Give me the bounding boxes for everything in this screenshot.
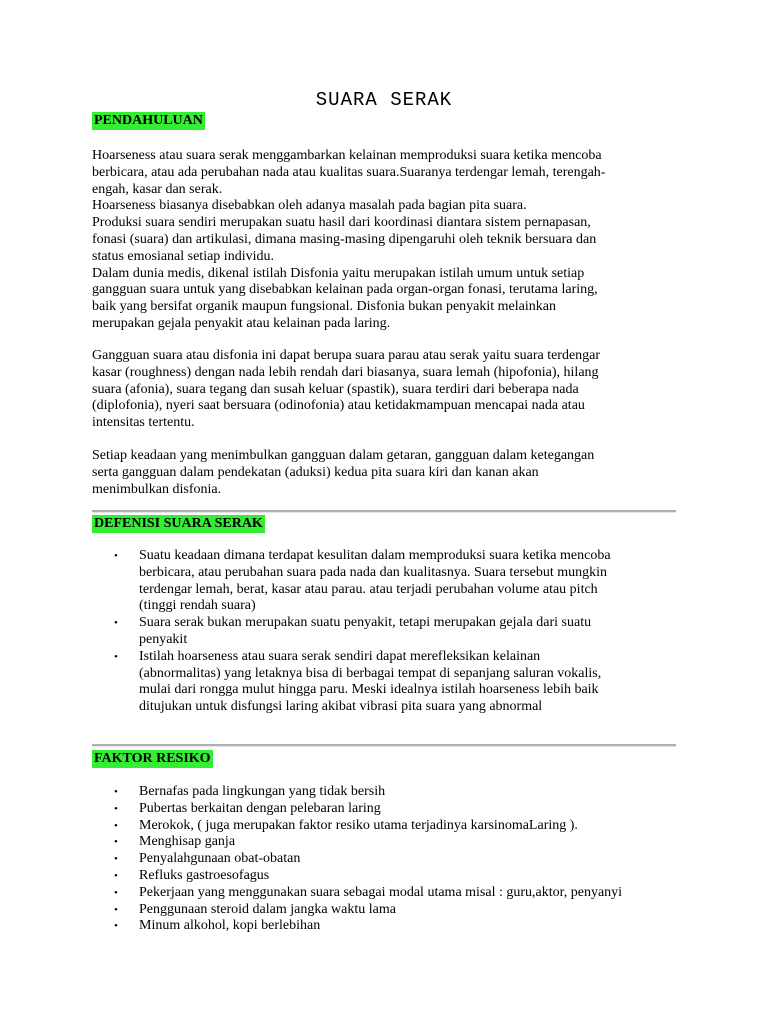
bullet-icon: • (114, 920, 118, 933)
list-line: (abnormalitas) yang letaknya bisa di berbagai tempat di sepanjang saluran vokalis, (139, 665, 602, 681)
paragraph-line: Hoarseness atau suara serak menggambarkan kelainan memproduksi suara ketika mencoba (92, 148, 602, 163)
list-line: (tinggi rendah suara) (139, 598, 256, 614)
list-line: terdengar lemah, berat, kasar atau parau. atau terjadi perubahan volume atau pitch (139, 581, 598, 597)
paragraph-line: fonasi (suara) dan artikulasi, dimana masing-masing dipengaruhi oleh teknik bersuara dan (92, 231, 597, 247)
list-item (92, 818, 692, 835)
list-line: penyakit (139, 631, 188, 647)
paragraph-line: menimbulkan disfonia. (92, 481, 222, 497)
list-text: Merokok, ( juga merupakan faktor resiko utama terjadinya karsinomaLaring ). (139, 817, 578, 833)
heading-pendahuluan: PENDAHULUAN (94, 113, 203, 128)
horizontal-rule (92, 744, 676, 747)
list-item (92, 784, 692, 801)
heading-faktor: FAKTOR RESIKO (94, 751, 211, 766)
list-text: Minum alkohol, kopi berlebihan (139, 918, 321, 934)
bullet-icon: • (114, 650, 118, 663)
paragraph-line: Dalam dunia medis, dikenal istilah Disfonia yaitu merupakan istilah umum untuk setiap (92, 265, 585, 281)
paragraph-gangguan (92, 348, 692, 432)
bullet-icon: • (114, 802, 118, 815)
paragraph-line: Hoarseness biasanya disebabkan oleh adanya masalah pada bagian pita suara. (92, 198, 527, 214)
list-line: berbicara, atau perubahan suara pada nada dan kualitasnya. Suara tersebut mungkin (139, 564, 608, 580)
paragraph-line: Gangguan suara atau disfonia ini dapat berupa suara parau atau serak yaitu suara terdengar (92, 348, 601, 363)
list-item (92, 868, 692, 885)
paragraph-line: status emosianal setiap individu. (92, 248, 274, 264)
paragraph-line: baik yang bersifat organik maupun fungsional. Disfonia bukan penyakit melainkan (92, 299, 556, 315)
heading-defenisi: DEFENISI SUARA SERAK (94, 516, 263, 531)
horizontal-rule (92, 510, 676, 513)
paragraph-line: gangguan suara untuk yang disebabkan kelainan pada organ-organ fonasi, terutama laring, (92, 282, 598, 298)
paragraph-keadaan (92, 448, 692, 498)
paragraph-line: merupakan gejala penyakit atau kelainan pada laring. (92, 315, 391, 331)
list-text: Pekerjaan yang menggunakan suara sebagai modal utama misal : guru,aktor, penyanyi (139, 884, 623, 900)
paragraph-line: Setiap keadaan yang menimbulkan gangguan dalam getaran, gangguan dalam ketegangan (92, 448, 595, 463)
paragraph-line: berbicara, atau ada perubahan nada atau kualitas suara.Suaranya terdengar lemah, terengah- (92, 164, 606, 180)
paragraph-line: kasar (roughness) dengan nada lebih rendah dari biasanya, suara lemah (hipofonia), hilang (92, 364, 599, 380)
bullet-icon: • (114, 869, 118, 882)
list-item (92, 615, 692, 649)
paragraph-line: Produksi suara sendiri merupakan suatu hasil dari koordinasi diantara sistem pernapasan, (92, 215, 591, 231)
list-item (92, 649, 692, 716)
faktor-list (92, 784, 692, 935)
list-line: mulai dari rongga mulut hingga paru. Meski idealnya istilah hoarseness lebih baik (139, 682, 599, 698)
paragraph-intro (92, 148, 692, 333)
paragraph-line: suara (afonia), suara tegang dan susah keluar (spastik), suara terdiri dari beberapa nada (92, 381, 579, 397)
list-item (92, 834, 692, 851)
paragraph-line: engah, kasar dan serak. (92, 181, 223, 197)
list-item (92, 885, 692, 902)
list-text: Refluks gastroesofagus (139, 867, 270, 883)
document-title: SUARA SERAK (315, 89, 453, 111)
list-line: Suatu keadaan dimana terdapat kesulitan dalam memproduksi suara ketika mencoba (139, 548, 611, 563)
paragraph-line: serta gangguan dalam pendekatan (aduksi) kedua pita suara kiri dan kanan akan (92, 464, 539, 480)
list-item (92, 801, 692, 818)
bullet-icon: • (114, 903, 118, 916)
defenisi-list (92, 548, 692, 716)
bullet-icon: • (114, 550, 118, 562)
bullet-icon: • (114, 886, 118, 899)
list-item (92, 851, 692, 868)
list-text: Menghisap ganja (139, 834, 236, 850)
bullet-icon: • (114, 853, 118, 866)
list-text: Penyalahgunaan obat-obatan (139, 851, 301, 867)
list-line: ditujukan untuk disfungsi laring akibat vibrasi pita suara yang abnormal (139, 699, 543, 715)
bullet-icon: • (114, 836, 118, 849)
list-line: Suara serak bukan merupakan suatu penyakit, tetapi merupakan gejala dari suatu (139, 615, 592, 631)
bullet-icon: • (114, 786, 118, 798)
list-item (92, 548, 692, 615)
list-text: Penggunaan steroid dalam jangka waktu lama (139, 901, 396, 917)
list-text: Bernafas pada lingkungan yang tidak bersih (139, 784, 386, 799)
paragraph-line: intensitas tertentu. (92, 415, 195, 431)
list-item (92, 902, 692, 919)
list-item (92, 918, 692, 935)
bullet-icon: • (114, 819, 118, 832)
bullet-icon: • (114, 617, 118, 630)
list-line: Istilah hoarseness atau suara serak sendiri dapat merefleksikan kelainan (139, 648, 541, 664)
list-text: Pubertas berkaitan dengan pelebaran laring (139, 800, 381, 816)
paragraph-line: (diplofonia), nyeri saat bersuara (odinofonia) atau ketidakmampuan mencapai nada atau (92, 398, 585, 414)
